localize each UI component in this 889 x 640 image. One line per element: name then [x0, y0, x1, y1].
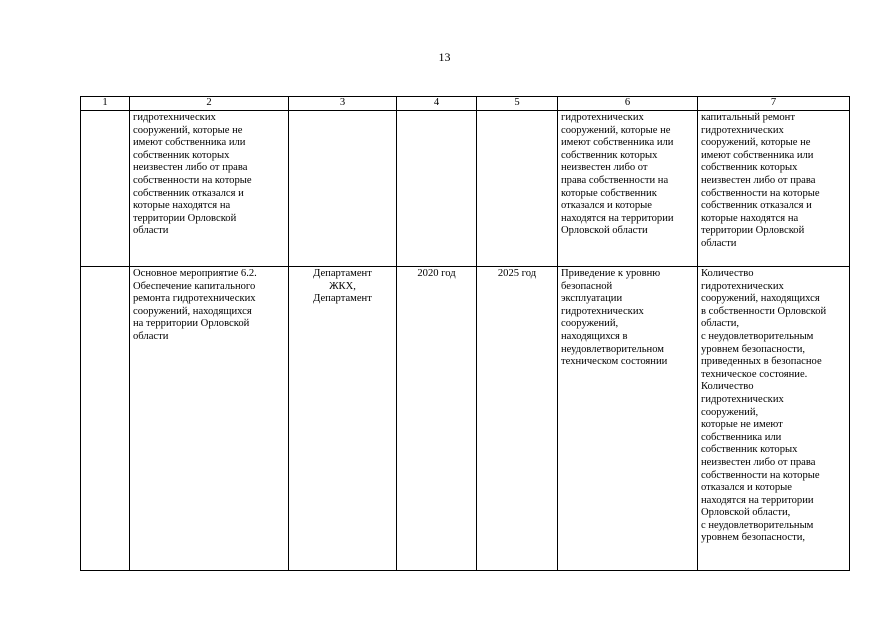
table-cell-indicator: Количество гидротехнических сооружений, находящихся в собственности Орловской области, с неудовлетворительным уровнем безопасности, приведенных в безопасное техническое состояние. Количество гидротехнических сооружений, которые не имеют собственника или собственник которых неизвестен либо от права собственности на которые отказался и которые находятся на территории Орловской области, с неудовлетворительным уровнем безопасности, [698, 267, 850, 571]
table-cell-start: 2020 год [397, 267, 477, 571]
column-header: 6 [558, 97, 698, 111]
table-cell-activity: гидротехнических сооружений, которые не имеют собственника или собственник которых неизвестен либо от права собственности на которые собственник отказался и которые находятся на территории Орловской области [130, 111, 289, 267]
table-cell-start [397, 111, 477, 267]
table-cell-end [477, 111, 558, 267]
table-cell-activity: Основное мероприятие 6.2. Обеспечение капитального ремонта гидротехнических сооружений, находящихся на территории Орловской области [130, 267, 289, 571]
table-cell-result: гидротехнических сооружений, которые не имеют собственника или собственник которых неизвестен либо от права собственности на которые собственник отказался и которые находятся на территории Орловской области [558, 111, 698, 267]
table-cell-end: 2025 год [477, 267, 558, 571]
column-header: 1 [81, 97, 130, 111]
column-header: 5 [477, 97, 558, 111]
table-cell-result: Приведение к уровню безопасной эксплуатации гидротехнических сооружений, находящихся в неудовлетворительном техническом состоянии [558, 267, 698, 571]
table-row [81, 267, 850, 571]
table-cell-executor: Департамент ЖКХ, Департамент [289, 267, 397, 571]
table-row [81, 111, 850, 267]
table-cell-executor [289, 111, 397, 267]
column-header: 7 [698, 97, 850, 111]
table-cell-number [81, 111, 130, 267]
program-activities-table [80, 96, 850, 571]
column-number-row [81, 97, 850, 111]
column-header: 3 [289, 97, 397, 111]
column-header: 4 [397, 97, 477, 111]
column-header: 2 [130, 97, 289, 111]
page-number: 13 [438, 50, 451, 64]
table-cell-indicator: капитальный ремонт гидротехнических сооружений, которые не имеют собственника или собственник которых неизвестен либо от права собственности на которые собственник отказался и которые находятся на территории Орловской области [698, 111, 850, 267]
table-cell-number [81, 267, 130, 571]
